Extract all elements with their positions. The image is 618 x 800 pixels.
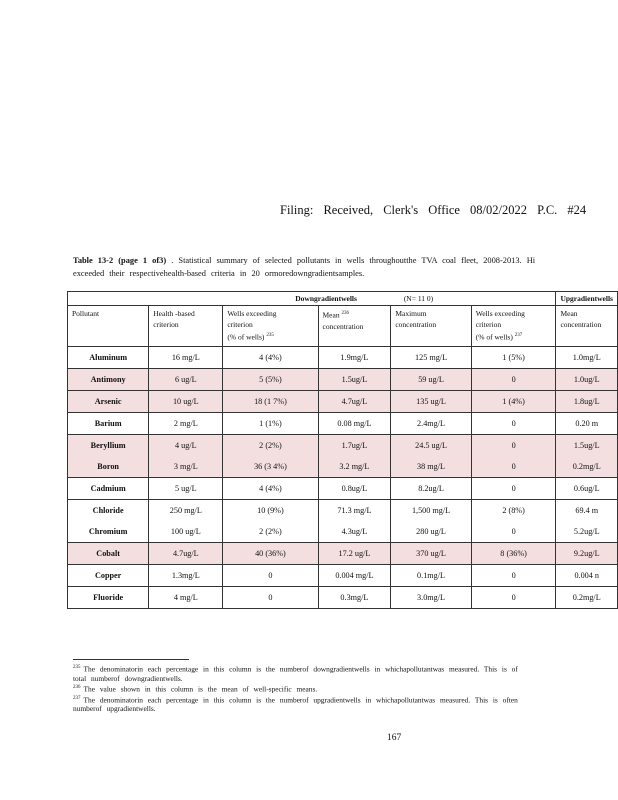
cell-up-exceed: 0 — [471, 565, 556, 587]
cell-criterion: 6 ug/L — [149, 369, 223, 391]
cell-pollutant: Barium — [68, 413, 149, 435]
col-mean — [318, 306, 391, 347]
footnotes — [73, 663, 618, 713]
footnote — [73, 663, 618, 674]
cell-pollutant: Chromium — [68, 521, 149, 543]
cell-up-mean: 69.4 m — [556, 500, 618, 522]
col-max-line1: Maximum — [395, 309, 427, 318]
cell-pollutant: Cadmium — [68, 478, 149, 500]
col-wells-exceeding — [223, 306, 318, 347]
cell-criterion: 4.7ug/L — [149, 543, 223, 565]
cell-exceed: 0 — [223, 587, 318, 609]
cell-exceed: 36 (3 4%) — [223, 456, 318, 478]
cell-up-exceed: 0 — [471, 478, 556, 500]
table-row — [68, 391, 618, 413]
cell-criterion: 4 ug/L — [149, 435, 223, 457]
cell-up-mean: 0.004 n — [556, 565, 618, 587]
col-up-exc-line2: criterion — [475, 320, 502, 329]
cell-exceed: 4 (4%) — [223, 478, 318, 500]
caption-line-1 — [73, 254, 618, 267]
cell-criterion: 4 mg/L — [149, 587, 223, 609]
cell-mean: 0.3mg/L — [318, 587, 391, 609]
downgradient-label: Downgradientwells — [295, 294, 357, 303]
caption-table-number: Table 13-2 (page 1 of3) — [73, 256, 167, 265]
col-health-criterion — [149, 306, 223, 347]
filing-stamp: Filing: Received, Clerk's Office 08/02/2022 P.C. #24 — [280, 203, 587, 217]
table-row — [68, 565, 618, 587]
cell-max: 1,500 mg/L — [391, 500, 471, 522]
col-mean-line1 — [323, 308, 387, 321]
cell-up-exceed: 1 (4%) — [471, 391, 556, 413]
footnote-number: 236 — [73, 684, 81, 690]
cell-mean: 3.2 mg/L — [318, 456, 391, 478]
downgradient-group-header — [68, 292, 556, 306]
footnote-text: The denominatorin each percentage in this column is the numberof downgradientwells in whichapollutantwas measured. This is of — [83, 664, 518, 674]
cell-mean: 17.2 ug/L — [318, 543, 391, 565]
col-exc-line2: criterion — [227, 320, 253, 329]
cell-exceed: 5 (5%) — [223, 369, 318, 391]
table-row — [68, 347, 618, 369]
cell-up-mean: 0.2mg/L — [556, 587, 618, 609]
cell-mean: 4.7ug/L — [318, 391, 391, 413]
footnote-ref-235: 235 — [266, 333, 274, 338]
cell-up-mean: 5.2ug/L — [556, 521, 618, 543]
page-number: 167 — [387, 733, 402, 743]
cell-up-mean: 1.8ug/L — [556, 391, 618, 413]
table-group-header-row — [68, 292, 618, 306]
cell-criterion: 250 mg/L — [149, 500, 223, 522]
upgradient-group-header: Upgradientwells — [556, 292, 618, 306]
cell-up-exceed: 2 (8%) — [471, 500, 556, 522]
footnote-ref-236: 236 — [341, 311, 349, 316]
footnote-text: The denominatorin each percentage in this column is the numberof upgradientwells in whichapollutantwas measured. This is often — [83, 695, 518, 705]
cell-exceed: 18 (1 7%) — [223, 391, 318, 413]
col-exc-pct: (% of wells) — [227, 332, 265, 342]
col-up-mean-line2: concentration — [560, 320, 602, 329]
table-row — [68, 543, 618, 565]
cell-max: 280 ug/L — [391, 521, 471, 543]
pollutant-summary-table — [67, 291, 618, 609]
cell-up-mean: 0.2mg/L — [556, 456, 618, 478]
cell-pollutant: Boron — [68, 456, 149, 478]
cell-max: 3.0mg/L — [391, 587, 471, 609]
cell-max: 38 mg/L — [391, 456, 471, 478]
cell-up-exceed: 0 — [471, 456, 556, 478]
footnote-ref-237: 237 — [514, 333, 523, 338]
cell-up-exceed: 0 — [471, 521, 556, 543]
cell-exceed: 0 — [223, 565, 318, 587]
table-body — [68, 347, 618, 609]
cell-max: 0.1mg/L — [391, 565, 471, 587]
cell-max: 125 mg/L — [391, 347, 471, 369]
table-row — [68, 456, 618, 478]
cell-pollutant: Antimony — [68, 369, 149, 391]
cell-max: 59 ug/L — [391, 369, 471, 391]
footnote-rule — [73, 659, 189, 660]
cell-criterion: 100 ug/L — [149, 521, 223, 543]
cell-up-exceed: 0 — [471, 413, 556, 435]
caption-text: . Statistical summary of selected pollutants in wells throughoutthe TVA coal fleet, 2008-2013. Hi — [166, 256, 536, 265]
cell-criterion: 1.3mg/L — [149, 565, 223, 587]
col-exc-line3 — [227, 330, 313, 343]
cell-mean: 0.8ug/L — [318, 478, 391, 500]
footnote — [73, 694, 618, 705]
table-row — [68, 500, 618, 522]
col-exc-line1: Wells exceeding — [227, 309, 277, 318]
caption-line-2: exceeded their respectivehealth-based criteria in 20 ormoredowngradientsamples. — [73, 269, 365, 278]
cell-max: 2.4mg/L — [391, 413, 471, 435]
cell-max: 370 ug/L — [391, 543, 471, 565]
cell-mean: 4.3ug/L — [318, 521, 391, 543]
cell-mean: 0.08 mg/L — [318, 413, 391, 435]
cell-up-mean: 1.5ug/L — [556, 435, 618, 457]
cell-criterion: 16 mg/L — [149, 347, 223, 369]
col-up-exc-pct: (% of wells) — [475, 332, 513, 342]
col-health-line1: Health -based — [153, 309, 195, 318]
table-row — [68, 369, 618, 391]
footnote-continuation: numberof upgradientwells. — [73, 704, 156, 714]
footnote-number: 237 — [73, 695, 81, 701]
cell-exceed: 10 (9%) — [223, 500, 318, 522]
cell-exceed: 2 (2%) — [223, 521, 318, 543]
col-pollutant: Pollutant — [68, 306, 149, 347]
col-health-line2: criterion — [153, 320, 179, 329]
cell-up-exceed: 1 (5%) — [471, 347, 556, 369]
cell-up-mean: 1.0mg/L — [556, 347, 618, 369]
col-up-mean — [556, 306, 618, 347]
col-maximum — [391, 306, 471, 347]
cell-max: 135 ug/L — [391, 391, 471, 413]
cell-up-exceed: 0 — [471, 435, 556, 457]
cell-pollutant: Copper — [68, 565, 149, 587]
col-max-line2: concentration — [395, 320, 437, 329]
cell-criterion: 3 mg/L — [149, 456, 223, 478]
cell-up-exceed: 8 (36%) — [471, 543, 556, 565]
footnote-number: 235 — [73, 665, 81, 670]
cell-mean: 71.3 mg/L — [318, 500, 391, 522]
table-row — [68, 435, 618, 457]
cell-mean: 1.5ug/L — [318, 369, 391, 391]
cell-up-mean: 0.20 m — [556, 413, 618, 435]
table-row — [68, 478, 618, 500]
col-up-exc-line3 — [476, 330, 552, 343]
cell-exceed: 1 (1%) — [223, 413, 318, 435]
footnote — [73, 683, 618, 694]
cell-mean: 0.004 mg/L — [318, 565, 391, 587]
cell-pollutant: Beryllium — [68, 435, 149, 457]
cell-mean: 1.9mg/L — [318, 347, 391, 369]
cell-exceed: 4 (4%) — [223, 347, 318, 369]
col-mean-line2: concentration — [322, 321, 364, 331]
cell-max: 24.5 ug/L — [391, 435, 471, 457]
cell-pollutant: Fluoride — [68, 587, 149, 609]
cell-max: 8.2ug/L — [391, 478, 471, 500]
cell-criterion: 5 ug/L — [149, 478, 223, 500]
table-column-header-row — [68, 306, 618, 347]
cell-up-exceed: 0 — [471, 369, 556, 391]
cell-pollutant: Arsenic — [68, 391, 149, 413]
cell-up-mean: 9.2ug/L — [556, 543, 618, 565]
col-mean-label: Mean — [322, 310, 340, 320]
cell-pollutant: Aluminum — [68, 347, 149, 369]
cell-up-mean: 1.0ug/L — [556, 369, 618, 391]
downgradient-n: (N= 11 0) — [403, 294, 434, 303]
footnote-text: The value shown in this column is the mean of well-specific means. — [83, 684, 318, 694]
cell-pollutant: Chloride — [68, 500, 149, 522]
cell-up-mean: 0.6ug/L — [556, 478, 618, 500]
cell-exceed: 40 (36%) — [223, 543, 318, 565]
table-row — [68, 521, 618, 543]
col-up-wells-exceeding — [471, 306, 556, 347]
cell-exceed: 2 (2%) — [223, 435, 318, 457]
cell-up-exceed: 0 — [471, 587, 556, 609]
table-row — [68, 413, 618, 435]
cell-criterion: 10 ug/L — [149, 391, 223, 413]
cell-criterion: 2 mg/L — [149, 413, 223, 435]
cell-pollutant: Cobalt — [68, 543, 149, 565]
col-up-exc-line1: Wells exceeding — [475, 309, 525, 318]
table-row — [68, 587, 618, 609]
cell-mean: 1.7ug/L — [318, 435, 391, 457]
footnote-continuation: total numberof downgradientwells. — [73, 673, 183, 683]
table-caption — [73, 254, 618, 280]
col-up-mean-line1: Mean — [560, 309, 578, 318]
